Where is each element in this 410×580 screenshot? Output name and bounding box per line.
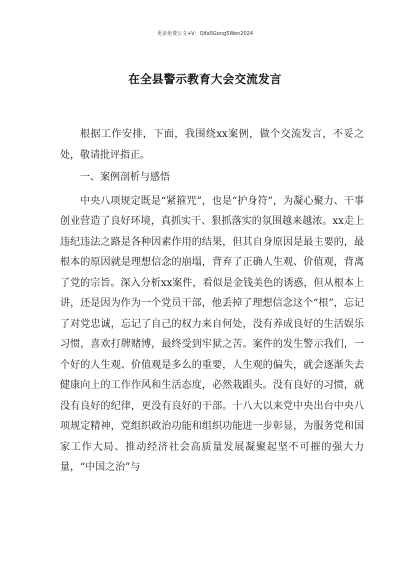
document-title: 在全县警示教育大会交流发言 bbox=[128, 72, 282, 86]
document-body bbox=[60, 125, 364, 479]
body-paragraph: 中央八项规定既是“紧箍咒”，也是“护身符”，为凝心聚力、干事创业营造了良好环境，真抓实干、狠抓落实的氛围越来越浓。xx走上违纪违法之路是各种因素作用的结果，但其自身原因是最主要的，最根本的原因就是理想信念的崩塌，背弃了正确人生观、价值观，背离了党的宗旨。深入分析xx案件，看似是金钱美色的诱惑，但从根本上讲，还是因为作为一个党员干部，他丢掉了理想信念这个“根”，忘记了对党忠诚，忘记了自己的权力来自何处，没有养成良好的生活娱乐习惯，喜欢打牌赌博，最终受到牢狱之苦。案件的发生警示我们，一个好的人生观、价值观是多么的重要，人生观的偏失，就会逐渐失去健康向上的工作作风和生活态度，必然栽跟头。没有良好的习惯，就没有良好的纪律，更没有良好的干部。十八大以来党中央出台中央八项规定精神，党组织政治功能和组织功能进一步彰显，为服务党和国家工作大局、推动经济社会高质量发展凝聚起坚不可摧的强大力量，“中国之治”与 bbox=[60, 195, 364, 473]
section-heading: 一、案例剖析与感悟 bbox=[80, 172, 170, 183]
intro-paragraph: 根据工作安排，下面，我围绕xx案例，做个交流发言，不妥之处，敬请批评指正。 bbox=[60, 129, 364, 161]
header-note: 更多免费公文+V：Qifa5Gong5Wen2024 bbox=[156, 31, 254, 37]
